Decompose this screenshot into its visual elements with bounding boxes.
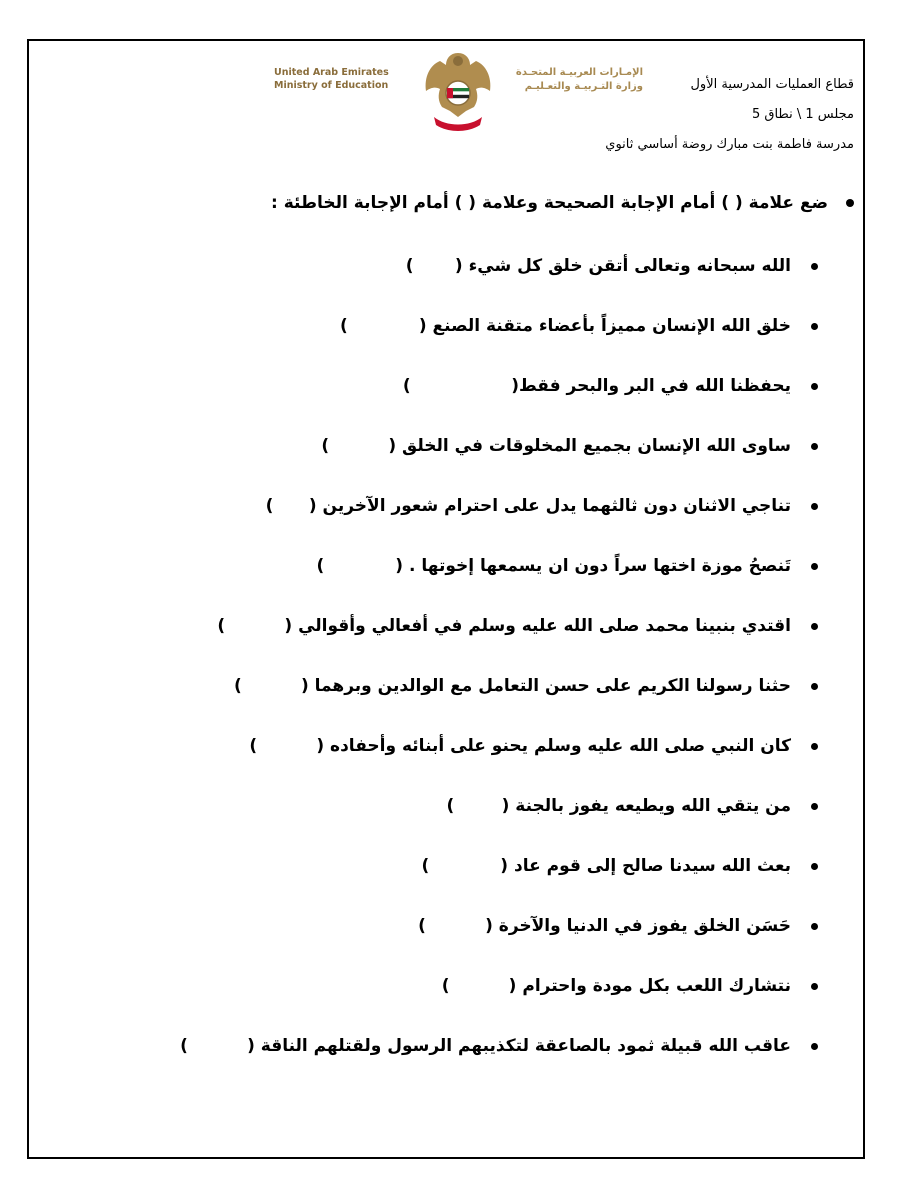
- answer-blank[interactable]: ( ): [321, 436, 397, 456]
- answer-blank[interactable]: ( ): [418, 916, 493, 936]
- question-text: بعث الله سيدنا صالح إلى قوم عاد: [513, 856, 791, 876]
- bullet-icon: [811, 503, 818, 510]
- bullet-icon: [811, 563, 818, 570]
- answer-blank[interactable]: ( ): [316, 556, 404, 576]
- list-item: [118, 428, 818, 488]
- question-text: عاقب الله قبيلة ثمود بالصاعقة لتكذيبهم الرسول ولقتلهم الناقة: [260, 1036, 791, 1056]
- answer-blank[interactable]: ( ): [340, 316, 427, 336]
- ministry-en-line1: United Arab Emirates: [274, 67, 389, 78]
- question-text: خلق الله الإنسان مميزاً بأعضاء متقنة الصنع: [432, 316, 791, 336]
- bullet-icon: [811, 383, 818, 390]
- question-text: من يتقي الله ويطيعه يفوز بالجنة: [515, 796, 791, 816]
- bullet-icon: [811, 983, 818, 990]
- bullet-icon: [811, 863, 818, 870]
- list-item: [118, 668, 818, 728]
- uae-emblem-icon: [420, 47, 496, 133]
- instruction-text: ضع علامة ( ) أمام الإجابة الصحيحة وعلامة ( ) أمام الإجابة الخاطئة :: [271, 193, 828, 213]
- list-item: [118, 488, 818, 548]
- answer-blank[interactable]: ( ): [421, 856, 509, 876]
- question-text: ساوى الله الإنسان بجميع المخلوقات في الخلق: [402, 436, 791, 456]
- list-item: [118, 788, 818, 848]
- answer-blank[interactable]: ( ): [249, 736, 325, 756]
- council-name: مجلس 1 \ نطاق 5: [751, 107, 854, 122]
- list-item: [118, 308, 818, 368]
- bullet-icon: [811, 623, 818, 630]
- list-item: [118, 968, 818, 1028]
- list-item: [118, 248, 818, 308]
- list-item: [118, 368, 818, 428]
- sector-name: قطاع العمليات المدرسية الأول: [690, 77, 854, 92]
- ministry-name-arabic: [503, 66, 643, 94]
- list-item: [118, 548, 818, 608]
- bullet-icon: [811, 923, 818, 930]
- bullet-icon: [811, 1043, 818, 1050]
- answer-blank[interactable]: ( ): [233, 676, 309, 696]
- answer-blank[interactable]: ( ): [217, 616, 293, 636]
- question-text: حثنا رسولنا الكريم على حسن التعامل مع الوالدين وبرهما: [314, 676, 791, 696]
- bullet-icon: [811, 443, 818, 450]
- list-item: [118, 608, 818, 668]
- question-list: [118, 248, 818, 1088]
- list-item: [118, 848, 818, 908]
- answer-blank[interactable]: ( ): [446, 796, 510, 816]
- ministry-name-english: [274, 66, 414, 92]
- answer-blank[interactable]: ( ): [405, 256, 463, 276]
- bullet-icon: [846, 199, 854, 207]
- instruction-line: [134, 193, 854, 213]
- answer-blank[interactable]: ( ): [180, 1036, 255, 1056]
- list-item: [118, 908, 818, 968]
- ministry-ar-line2: وزارة التـربيـة والتعـليـم: [524, 81, 643, 92]
- question-text: نتشارك اللعب بكل مودة واحترام: [522, 976, 791, 996]
- bullet-icon: [811, 803, 818, 810]
- question-text: يحفظنا الله في البر والبحر فقط: [519, 376, 791, 396]
- answer-blank[interactable]: ( ): [265, 496, 317, 516]
- list-item: [118, 728, 818, 788]
- question-text: كان النبي صلى الله عليه وسلم يحنو على أبنائه وأحفاده: [330, 736, 791, 756]
- answer-blank[interactable]: ( ): [402, 376, 520, 396]
- ministry-ar-line1: الإمـارات العربيـة المتحـدة: [515, 67, 643, 78]
- bullet-icon: [811, 323, 818, 330]
- question-text: اقتدي بنبينا محمد صلى الله عليه وسلم في أفعالي وأقوالي: [298, 616, 791, 636]
- answer-blank[interactable]: ( ): [441, 976, 517, 996]
- list-item: [118, 1028, 818, 1088]
- bullet-icon: [811, 743, 818, 750]
- school-name: مدرسة فاطمة بنت مبارك روضة أساسي ثانوي: [605, 137, 854, 152]
- bullet-icon: [811, 263, 818, 270]
- question-text: الله سبحانه وتعالى أتقن خلق كل شيء: [468, 256, 791, 276]
- question-text: تناجي الاثنان دون ثالثهما يدل على احترام شعور الآخرين: [322, 496, 791, 516]
- question-text: حَسَن الخلق يفوز في الدنيا والآخرة: [498, 916, 791, 936]
- bullet-icon: [811, 683, 818, 690]
- ministry-en-line2: Ministry of Education: [274, 80, 389, 91]
- question-text: تَنصحُ موزة اختها سراً دون ان يسمعها إخوتها .: [408, 556, 791, 576]
